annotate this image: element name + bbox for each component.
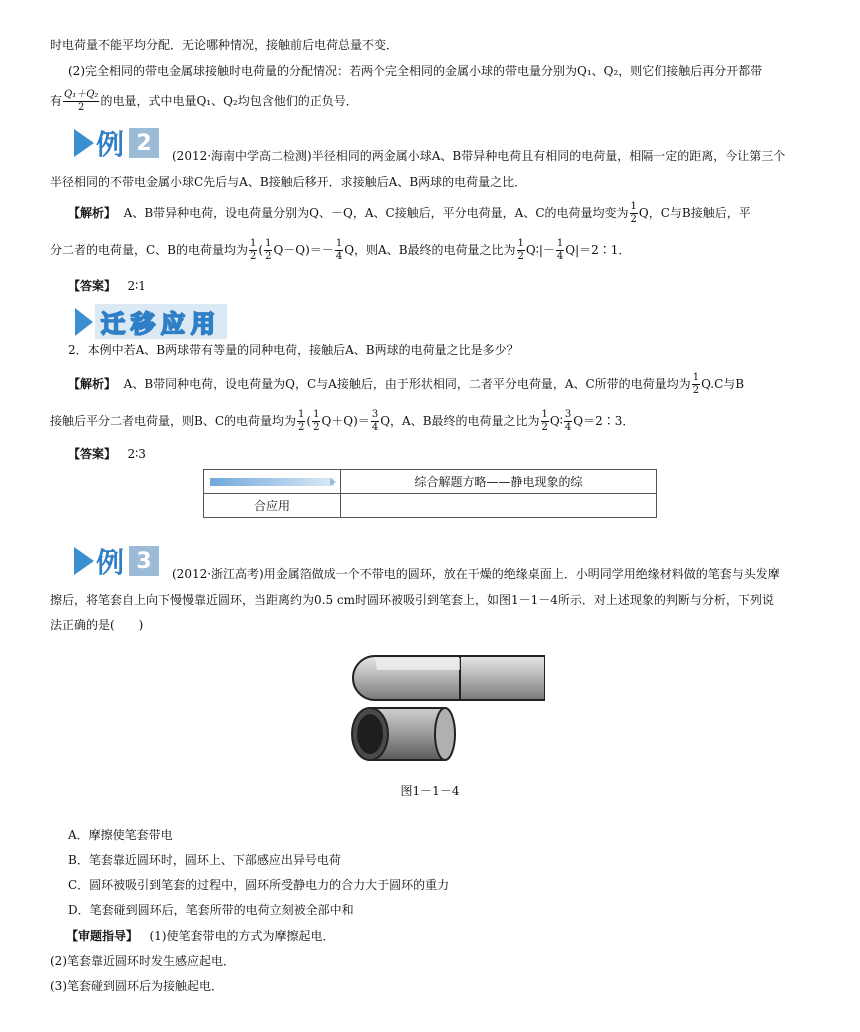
answer-value: 2∶1 — [127, 279, 146, 293]
table-cell-title: 综合解题方略——静电现象的综 — [341, 470, 657, 494]
table-cell-decor — [204, 470, 341, 494]
option-a: A．摩擦使笔套带电 — [68, 828, 173, 842]
text-fragment: Q＝2∶3． — [573, 414, 635, 428]
option-d: D．笔套碰到圆环后，笔套所带的电荷立刻被全部中和 — [68, 903, 354, 917]
guide-item: (1)使笔套带电的方式为摩擦起电． — [149, 929, 335, 943]
guide-line — [0, 928, 860, 944]
analysis-line — [0, 239, 860, 262]
option-b: B．笔套靠近圆环时，圆环上、下部感应出异号电荷 — [68, 853, 341, 867]
question-text: 2．本例中若A、B两球带有等量的同种电荷，接触后A、B两球的电荷量之比是多少？ — [68, 343, 519, 357]
fraction — [264, 239, 272, 262]
fraction-denominator: 2 — [265, 251, 272, 262]
fraction — [63, 90, 99, 113]
text-fragment: Q，C与B接触后，平 — [638, 206, 751, 220]
table-cell-empty — [341, 494, 657, 518]
analysis-line — [0, 373, 860, 396]
fraction-denominator: 2 — [692, 385, 700, 396]
question-line — [0, 342, 860, 358]
fraction — [692, 373, 700, 396]
answer-label: 【答案】 — [68, 447, 117, 461]
fraction — [371, 410, 379, 433]
fraction — [335, 239, 343, 262]
fraction-numerator: 3 — [564, 409, 572, 420]
paragraph-line — [0, 90, 860, 113]
fraction — [564, 410, 572, 433]
example-label: 例 — [96, 546, 126, 579]
question-line — [0, 148, 860, 164]
question-text: 半径相同的两金属小球A、B带异种电荷且有相同的电荷量，相隔一定的距离，今让第三个 — [311, 149, 786, 163]
example-label: 例 — [96, 128, 126, 161]
text-fragment: Q－Q)＝－ — [273, 243, 334, 257]
text-fragment: Q|＝2∶1． — [565, 243, 631, 257]
fraction-numerator: 1 — [298, 409, 305, 420]
fraction-numerator: Q₁＋Q₂ — [64, 89, 99, 100]
fraction-numerator: 1 — [692, 372, 700, 383]
pen-ring-illustration — [345, 648, 545, 773]
text-fragment: Q，则A、B最终的电荷量之比为 — [344, 243, 516, 257]
text-fragment: ( — [258, 243, 264, 257]
question-source: (2012·海南中学高二检测) — [172, 149, 312, 163]
fraction-numerator: 3 — [371, 409, 379, 420]
apply-banner-title: 迁移应用 — [95, 304, 227, 339]
guide-item: (2)笔套靠近圆环时发生感应起电． — [50, 954, 235, 968]
fraction — [630, 202, 638, 225]
text-fragment: 的电量，式中电量Q₁、Q₂均包含他们的正负号． — [100, 94, 358, 108]
table-cell-title-cont: 合应用 — [204, 494, 341, 518]
apply-banner — [75, 304, 227, 339]
fraction — [541, 410, 549, 433]
answer-line — [0, 446, 860, 462]
fraction — [556, 239, 564, 262]
text-fragment: Q，A、B最终的电荷量之比为 — [380, 414, 540, 428]
question-line — [0, 566, 860, 582]
fraction-numerator: 1 — [630, 201, 637, 212]
fraction-numerator: 1 — [517, 238, 524, 249]
example-number: 2 — [129, 128, 159, 158]
fraction-denominator: 2 — [250, 251, 257, 262]
text-fragment: Q∶ — [549, 414, 563, 428]
analysis-label: 【解析】 — [68, 377, 117, 391]
analysis-line — [0, 410, 860, 433]
answer-line — [0, 278, 860, 294]
text-fragment: Q＋Q)＝ — [321, 414, 370, 428]
question-line — [0, 617, 860, 633]
paragraph-line — [0, 37, 860, 53]
fraction-numerator: 1 — [556, 238, 564, 249]
text-fragment: A、B带同种电荷，设电荷量为Q，C与A接触后，由于形状相同，二者平分电荷量，A、C所带的电荷量均为 — [123, 377, 691, 391]
text-line-2: (2)完全相同的带电金属球接触时电荷量的分配情况：若两个完全相同的金属小球的带电量分别为Q₁、Q₂，则它们接触后再分开都带 — [68, 64, 763, 78]
table-row — [204, 494, 657, 518]
fraction-numerator: 1 — [313, 409, 320, 420]
guide-item: (3)笔套碰到圆环后为接触起电． — [50, 979, 223, 993]
text-fragment: 分二者的电荷量，C、B的电荷量均为 — [50, 243, 249, 257]
fraction-numerator: 1 — [265, 238, 272, 249]
example-number: 3 — [129, 546, 159, 576]
ribbon-arrow-icon — [210, 478, 334, 486]
fraction — [517, 239, 525, 262]
text-fragment: 有 — [50, 94, 63, 108]
question-line — [0, 592, 860, 608]
fraction-denominator: 4 — [564, 422, 572, 433]
fraction-denominator: 4 — [556, 251, 564, 262]
paragraph-line — [0, 63, 860, 79]
text-fragment: 接触后平分二者电荷量，则B、C的电荷量均为 — [50, 414, 297, 428]
fraction-denominator: 2 — [298, 422, 305, 433]
fraction — [297, 410, 305, 433]
figure-caption: 图1－1－4 — [400, 784, 460, 798]
question-line — [0, 174, 860, 190]
arrow-icon — [75, 308, 93, 336]
fraction-denominator: 2 — [78, 102, 85, 113]
fraction-denominator: 4 — [335, 251, 343, 262]
analysis-line — [0, 202, 860, 225]
text-fragment: Q.C与B — [701, 377, 745, 391]
fraction-numerator: 1 — [541, 409, 548, 420]
answer-label: 【答案】 — [68, 279, 117, 293]
question-source: (2012·浙江高考) — [172, 567, 264, 581]
fraction-denominator: 2 — [313, 422, 320, 433]
text-fragment: ( — [306, 414, 312, 428]
text-line-1: 时电荷量不能平均分配．无论哪种情况，接触前后电荷总量不变． — [50, 38, 399, 52]
text-fragment: Q∶|－ — [525, 243, 555, 257]
answer-value: 2∶3 — [127, 447, 146, 461]
analysis-label: 【解析】 — [68, 206, 117, 220]
fraction — [312, 410, 320, 433]
fraction-denominator: 2 — [517, 251, 524, 262]
table-row — [204, 470, 657, 494]
fraction-denominator: 2 — [630, 214, 637, 225]
question-text: 半径相同的不带电金属小球C先后与A、B接触后移开．求接触后A、B两球的电荷量之比． — [50, 175, 527, 189]
fraction — [249, 239, 257, 262]
fraction-numerator: 1 — [250, 238, 257, 249]
question-text: 用金属箔做成一个不带电的圆环，放在干燥的绝缘桌面上．小明同学用绝缘材料做的笔套与头发摩 — [263, 567, 780, 581]
fraction-denominator: 4 — [371, 422, 379, 433]
text-fragment: A、B带异种电荷，设电荷量分别为Q、－Q，A、C接触后，平分电荷量，A、C的电荷量均变为 — [123, 206, 629, 220]
fraction-numerator: 1 — [335, 238, 343, 249]
question-text: 法正确的是( ) — [50, 618, 144, 632]
figure-pen-cap-and-ring — [345, 648, 545, 773]
question-text: 擦后，将笔套自上向下慢慢靠近圆环，当距离约为0.5 cm时圆环被吸引到笔套上，如图1－1－4所示．对上述现象的判断与分析，下列说 — [50, 593, 774, 607]
strategy-table — [203, 469, 657, 518]
fraction-denominator: 2 — [541, 422, 548, 433]
guide-label: 【审题指导】 — [66, 929, 139, 943]
option-c: C．圆环被吸引到笔套的过程中，圆环所受静电力的合力大于圆环的重力 — [68, 878, 450, 892]
